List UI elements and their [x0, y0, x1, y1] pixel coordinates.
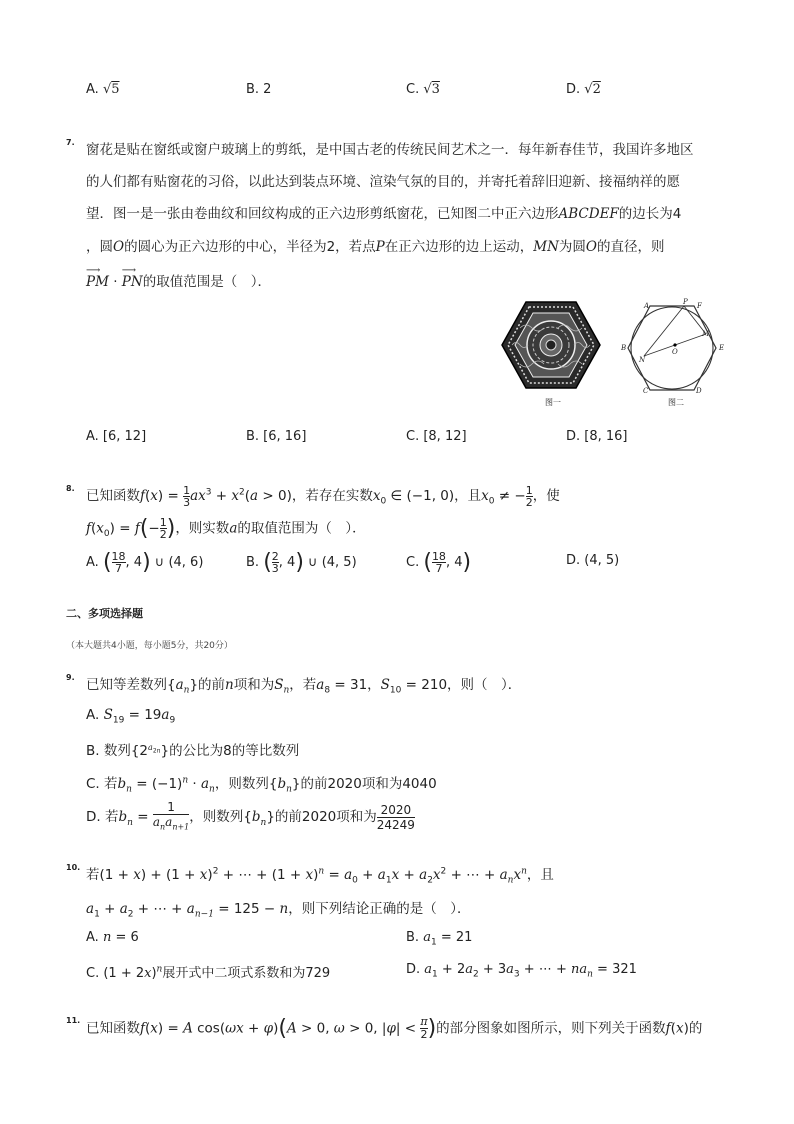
q10-option-a: A. n = 6 [86, 930, 139, 945]
q8-option-a: A. ( $\frac{18}{7}$ , 4) ∪ (4, 6) [86, 550, 204, 575]
q7-line-3: 望．图一是一张由卷曲纹和回纹构成的正六边形剪纸窗花，已知图二中正六边形ABCDEF的边长为4 [86, 206, 682, 222]
q8-line-1: 已知函数f(x) = $\frac{1}{3}$ $ax^3 + x^2(a > 0)$，若存在实数$x_0$ ∈ (−1, 0)，且$x_0$ ≠ − $\frac{1}{2}$ ，使 [86, 483, 560, 509]
q10-option-c: C. $(1 + 2x)^n$展开式中二项式系数和为729 [86, 964, 331, 981]
q6-option-a: A. √5 [86, 82, 120, 97]
q9-option-b: B. 数列$\{2^{a_{2n}}\}$的公比为8的等比数列 [86, 742, 300, 759]
q8-option-c: C. ( $\frac{18}{7}$ , 4) [406, 550, 472, 575]
q9-stem: 已知等差数列$\{a_n\}$的前n项和为$S_n$，若$a_8 = 31$，$S_{10} = 210$，则（ ）． [86, 677, 522, 696]
q9-number: 9. [66, 673, 75, 682]
label-p: P [683, 298, 688, 306]
q10-line-1: 若$(1 + x) + (1 + x)^2$ + ⋯ + $(1 + x)^n = a_0 + a_1x + a_2x^2$ + ⋯ + $a_nx^n$，且 [86, 866, 554, 886]
q9-option-d: D. 若$b_n$ = 1 $a_na_{n+1}$ ，则数列$\{b_n\}$的前2020项和为 $\frac{2020}{24249}$ [86, 800, 415, 832]
q9-option-c: C. 若$b_n = (-1)^n \cdot a_n$，则数列$\{b_n\}$的前2020项和为4040 [86, 775, 437, 795]
q7-option-c: C. [8, 12] [406, 429, 467, 444]
q11-line-1: 已知函数f(x) = A cos(ωx + φ)(A > 0, ω > 0, |φ| < $\frac{\pi}{2}$ )的部分图象如图所示，则下列关于函数f(x)的 [86, 1015, 703, 1041]
q6-option-d: D. √2 [566, 82, 601, 97]
q10-number: 10. [66, 863, 81, 872]
q7-line-2: 的人们都有贴窗花的习俗，以此达到装点环境、渲染气氛的目的，并寄托着辞旧迎新、接福纳祥的愿 [86, 174, 680, 190]
q8-option-d: D. (4, 5) [566, 553, 620, 568]
q10-option-b: B. $a_1 = 21$ [406, 930, 473, 948]
q7-line-1: 窗花是贴在窗纸或窗户玻璃上的剪纸，是中国古老的传统民间艺术之一．每年新春佳节，我国许多地区 [86, 142, 694, 158]
figure-2-caption: 图二 [668, 398, 684, 407]
figure-1-paper-cut [500, 298, 602, 398]
label-e: E [719, 344, 725, 352]
q8-number: 8. [66, 484, 75, 493]
label-n: N [639, 356, 646, 364]
q6-option-c: C. √3 [406, 82, 440, 97]
q7-line-5: PM ⟶ · PN ⟶ 的取值范围是（ ）． [86, 265, 271, 290]
section-title: 二、多项选择题 [66, 607, 143, 620]
q7-line-4: ，圆O的圆心为正六边形的中心，半径为2，若点P在正六边形的边上运动，MN为圆O的直径，则 [86, 239, 665, 255]
q10-line-2: $a_1 + a_2$ + ⋯ + $a_{n-1} = 125 - n$，则下列结论正确的是（ ）． [86, 901, 471, 920]
figure-1-caption: 图一 [545, 398, 561, 407]
q8-line-2: $f(x_0) = f(-$ $\frac{1}{2}$ )，则实数a的取值范围为（ ）． [86, 516, 366, 541]
label-o: O [672, 348, 678, 356]
q7-option-d: D. [8, 16] [566, 429, 628, 444]
q7-option-b: B. [6, 16] [246, 429, 307, 444]
label-m: M [702, 330, 710, 338]
section-note: （本大题共4小题，每小题5分，共20分） [66, 641, 233, 651]
label-c: C [643, 387, 649, 395]
q7-number: 7. [66, 138, 75, 147]
label-b: B [621, 344, 627, 352]
q11-number: 11. [66, 1016, 81, 1025]
q10-option-d: D. $a_1 + 2a_2 + 3a_3$ + ⋯ + $na_n = 321$ [406, 962, 637, 980]
label-f: F [697, 302, 702, 310]
label-a: A [644, 302, 650, 310]
q7-option-a: A. [6, 12] [86, 429, 147, 444]
q9-option-a: A. $S_{19} = 19a_9$ [86, 707, 176, 726]
q6-option-b: B. 2 [246, 82, 272, 97]
q8-option-b: B. ( $\frac{2}{3}$ , 4) ∪ (4, 5) [246, 550, 357, 575]
label-d: D [696, 387, 702, 395]
